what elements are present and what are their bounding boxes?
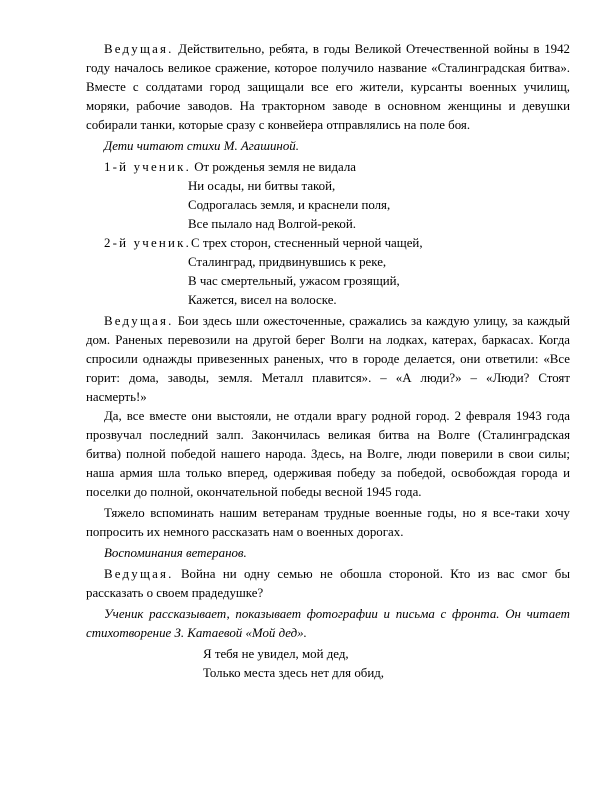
verse-line: Ни осады, ни битвы такой, <box>188 179 336 193</box>
page-content <box>86 40 570 683</box>
verse-line: С трех сторон, стесненный черной чащей, <box>191 236 423 250</box>
verse-line: От рожденья земля не видала <box>191 160 357 174</box>
paragraph-text: Бои здесь шли ожесточенные, сражались за каждую улицу, за каждый дом. Раненых перевозили на другой берег Волги на лодках, катерах, баркасах. Когда спросили однажды привезенных раненых, что в городе делается, они ответили: «Все горит: дома, заводы, земля. Металл плавится». – «А люди?» – «Люди? Стоят насмерть!» <box>86 314 570 404</box>
stage-direction-2: Воспоминания ветеранов. <box>104 546 247 560</box>
paragraph-text: Действительно, ребята, в годы Великой Отечественной войны в 1942 году началось великое сражение, которое получило название «Сталинградская битва». Вместе с солдатами город защищали все его жители, курсанты военных училищ, моряки, рабочие заводов. На тракторном заводе в основном женщины и девушки собирали танки, которые сразу с конвейера отправлялись на поле боя. <box>86 42 570 132</box>
speaker-label: 1-й ученик. <box>104 160 191 174</box>
paragraph-text: Война ни одну семью не обошла стороной. Кто из вас смог бы рассказать о своем прадедушке? <box>86 567 570 600</box>
verse-line: Содрогалась земля, и краснели поля, <box>188 198 391 212</box>
speaker-label: Ведущая. <box>104 42 174 56</box>
verse-line: Все пылало над Волгой-рекой. <box>188 217 356 231</box>
verse-line: Сталинград, придвинувшись к реке, <box>188 255 387 269</box>
speaker-label: 2-й ученик. <box>104 236 191 250</box>
paragraph-host-2 <box>86 312 570 407</box>
paragraph-narration-1: Да, все вместе они выстояли, не отдали врагу родной город. 2 февраля 1943 года прозвучал последний залп. Закончилась великая битва на Волге (Сталинградская битва) полной победой нашего народа. Здесь, на Волге, люди поверили в свои силы; наша армия шла только вперед, одерживая победу за победой, освобождая города и поселки до полной, окончательной победы весной 1945 года. <box>86 409 570 499</box>
paragraph-narration-2: Тяжело вспоминать нашим ветеранам трудные военные годы, но я все-таки хочу попросить их немного рассказать нам о военных дорогах. <box>86 506 570 539</box>
paragraph-host-1 <box>86 40 570 135</box>
poem-line: Только места здесь нет для обид, <box>203 666 385 680</box>
verse-line: В час смертельный, ужасом грозящий, <box>188 274 400 288</box>
poem-line: Я тебя не увидел, мой дед, <box>203 647 349 661</box>
speaker-label: Ведущая. <box>104 314 174 328</box>
student-1-line <box>86 158 570 177</box>
speaker-label: Ведущая. <box>104 567 174 581</box>
verse-line: Кажется, висел на волоске. <box>188 293 337 307</box>
paragraph-host-3 <box>86 565 570 603</box>
stage-direction-1: Дети читают стихи М. Агашиной. <box>104 139 299 153</box>
stage-direction-3: Ученик рассказывает, показывает фотографии и письма с фронта. Он читает стихотворение З. Катаевой «Мой дед». <box>86 607 570 640</box>
student-2-line <box>86 234 570 253</box>
